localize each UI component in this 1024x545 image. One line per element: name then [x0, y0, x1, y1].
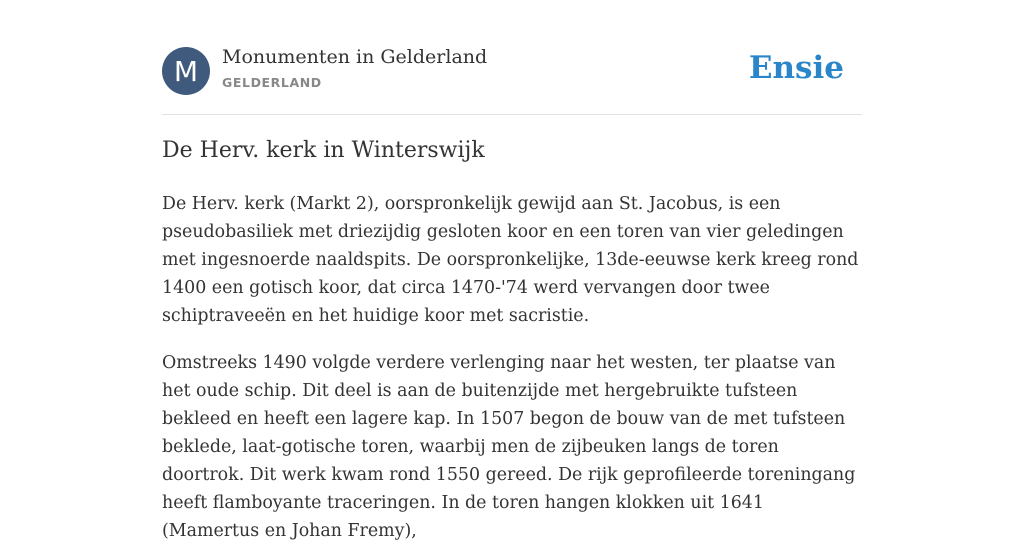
page-container	[162, 0, 862, 541]
article-paragraph: Omstreeks 1490 volgde verdere verlenging naar het westen, ter plaatse van het oude schip. Dit deel is aan de buitenzijde met hergebruikte tufsteen bekleed en heeft een lagere kap. In 1507 begon de bouw van de met tufsteen beklede, laat-gotische toren, waarbij men de zijbeuken langs de toren doortrok. Dit werk kwam rond 1550 gereed. De rijk geprofileerde toreningang heeft flamboyante traceringen. In de toren hangen klokken uit 1641 (Mamertus en Johan Fremy),	[162, 353, 856, 541]
article-title: De Herv. kerk in Winterswijk	[162, 138, 485, 163]
collection-subtitle: GELDERLAND	[222, 75, 322, 90]
article-paragraph: De Herv. kerk (Markt 2), oorspronkelijk gewijd aan St. Jacobus, is een pseudobasiliek met driezijdig gesloten koor en een toren van vier geledingen met ingesnoerde naaldspits. De oorspronkelijke, 13de-eeuwse kerk kreeg rond 1400 een gotisch koor, dat circa 1470-'74 werd vervangen door twee schiptraveeën en het huidige koor met sacristie.	[162, 194, 859, 326]
collection-avatar[interactable]: M	[162, 47, 210, 95]
collection-header	[162, 0, 862, 115]
ensie-logo[interactable]: Ensie	[748, 50, 844, 86]
collection-title-link[interactable]: Monumenten in Gelderland	[222, 46, 488, 68]
